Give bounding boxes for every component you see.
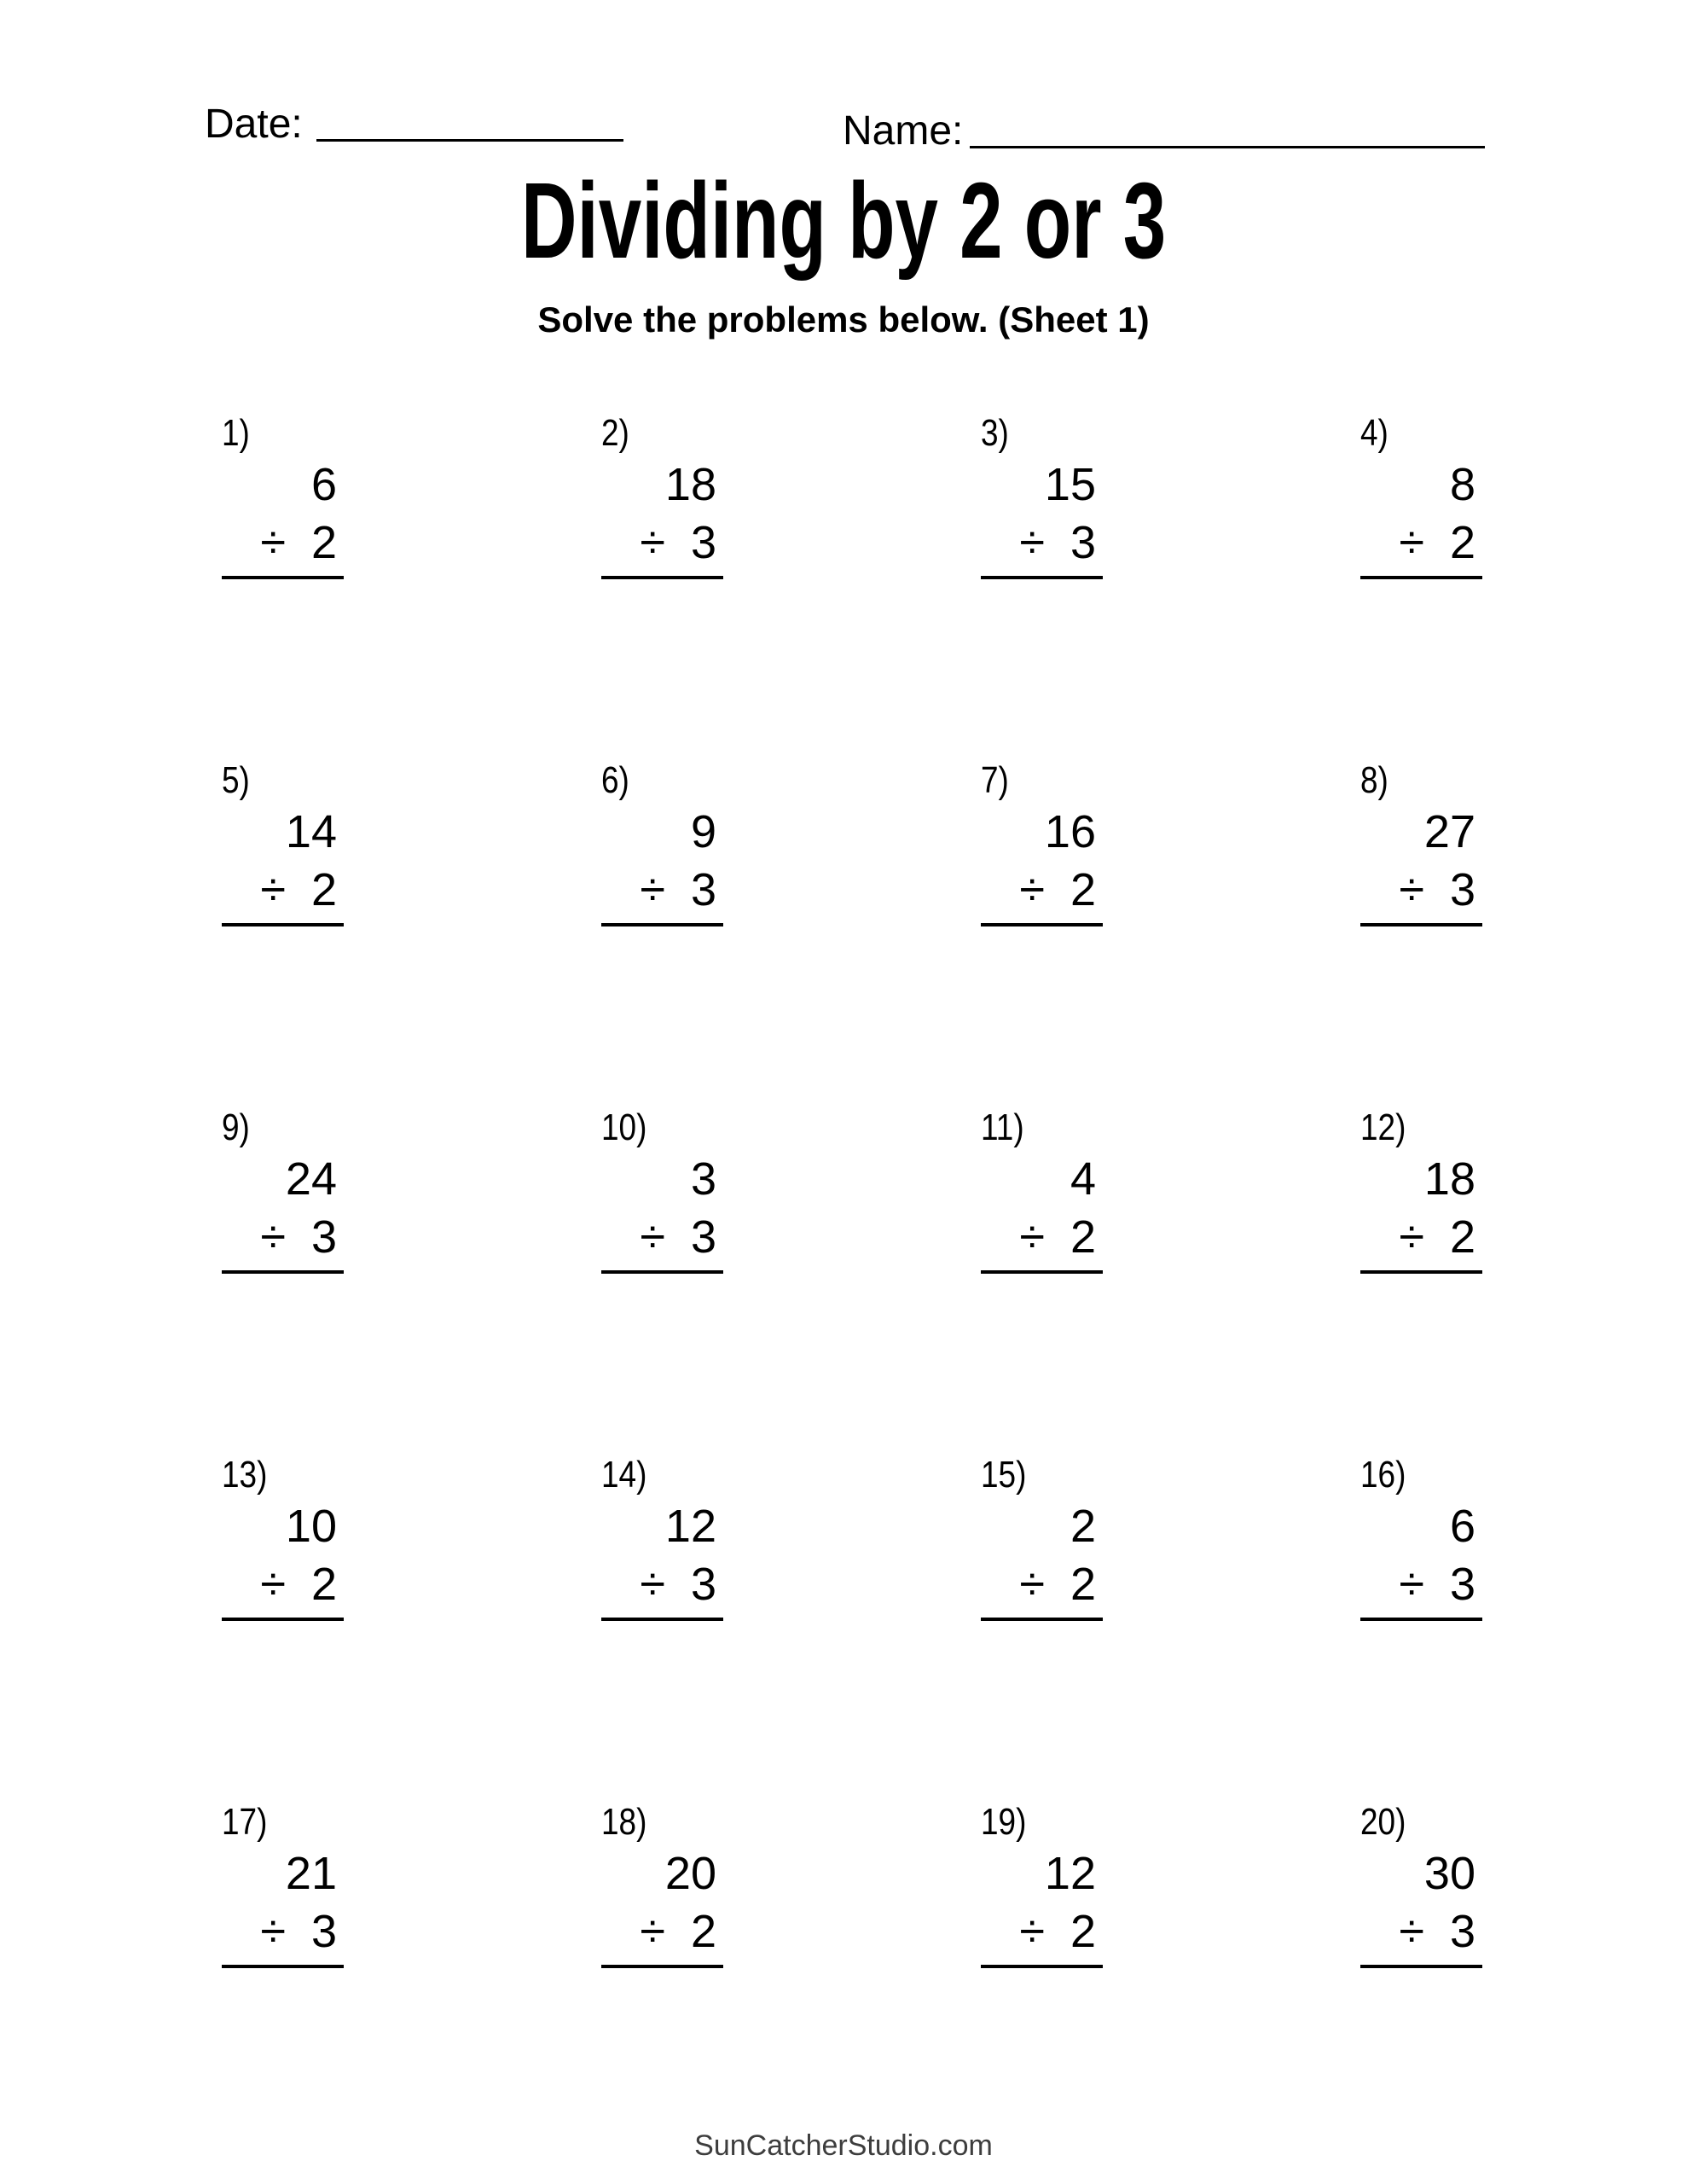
dividend: 18	[664, 459, 716, 510]
dividend: 12	[664, 1501, 716, 1552]
answer-line[interactable]	[222, 923, 344, 926]
divide-operator: ÷	[1399, 864, 1424, 915]
problem-cell	[222, 412, 344, 579]
dividend: 14	[285, 806, 337, 857]
divisor-row	[601, 1559, 723, 1610]
answer-line[interactable]	[222, 1270, 344, 1274]
divisor-row	[601, 864, 723, 915]
divide-operator: ÷	[1019, 864, 1045, 915]
divisor-row	[222, 1559, 344, 1610]
dividend: 12	[1044, 1848, 1096, 1899]
dividend: 21	[285, 1848, 337, 1899]
answer-line[interactable]	[601, 1965, 723, 1968]
problem-number: 13)	[222, 1454, 268, 1496]
problem-cell	[601, 412, 723, 579]
divisor: 2	[1449, 1211, 1475, 1263]
problem-cell	[601, 1456, 723, 1621]
answer-line[interactable]	[981, 1618, 1103, 1621]
divisor: 3	[310, 1906, 337, 1957]
divisor-row	[1360, 517, 1482, 568]
divisor-row	[601, 517, 723, 568]
date-field	[205, 104, 623, 145]
divide-operator: ÷	[640, 517, 665, 568]
dividend: 10	[285, 1501, 337, 1552]
problem-cell	[981, 412, 1103, 579]
dividend: 30	[1423, 1848, 1475, 1899]
divisor-row	[1360, 1908, 1482, 1955]
answer-line[interactable]	[601, 1270, 723, 1274]
dividend: 8	[1449, 459, 1475, 510]
problem-number: 1)	[222, 412, 250, 454]
problem-cell	[1360, 1801, 1482, 1968]
answer-line[interactable]	[981, 1965, 1103, 1968]
divisor: 2	[310, 1559, 337, 1610]
dividend: 27	[1423, 806, 1475, 857]
divisor-row	[222, 517, 344, 568]
divide-operator: ÷	[260, 517, 286, 568]
problem-cell	[1360, 1456, 1482, 1621]
dividend: 20	[664, 1848, 716, 1899]
divisor-row	[981, 1559, 1103, 1610]
problem-number: 18)	[601, 1801, 647, 1843]
title-container	[0, 160, 1687, 281]
divisor: 2	[310, 864, 337, 915]
divisor: 3	[1070, 517, 1096, 568]
divisor: 3	[690, 517, 716, 568]
name-line[interactable]	[970, 146, 1485, 148]
footer-credit: SunCatcherStudio.com	[694, 2129, 993, 2162]
divisor-row	[601, 1211, 723, 1263]
dividend: 18	[1423, 1153, 1475, 1205]
problem-cell	[601, 759, 723, 926]
problem-cell	[601, 1109, 723, 1274]
divide-operator: ÷	[640, 1559, 665, 1610]
problem-cell	[981, 1801, 1103, 1968]
dividend: 15	[1044, 459, 1096, 510]
divide-operator: ÷	[640, 1906, 665, 1957]
divisor-row	[1360, 1211, 1482, 1263]
divide-operator: ÷	[1399, 1559, 1424, 1610]
divide-operator: ÷	[1019, 517, 1045, 568]
problem-number: 7)	[981, 759, 1009, 801]
divide-operator: ÷	[260, 1211, 286, 1263]
dividend: 4	[1070, 1153, 1096, 1205]
divisor-row	[1360, 864, 1482, 915]
answer-line[interactable]	[1360, 1965, 1482, 1968]
dividend: 6	[310, 459, 337, 510]
dividend: 3	[690, 1153, 716, 1205]
problem-number: 5)	[222, 759, 250, 801]
problem-number: 12)	[1360, 1107, 1406, 1148]
divisor: 3	[690, 864, 716, 915]
divisor-row	[981, 1211, 1103, 1263]
divisor: 2	[310, 517, 337, 568]
problem-number: 9)	[222, 1107, 250, 1148]
divisor-row	[222, 1211, 344, 1263]
divide-operator: ÷	[1399, 1906, 1424, 1957]
divide-operator: ÷	[260, 1559, 286, 1610]
problem-number: 4)	[1360, 412, 1388, 454]
dividend: 9	[690, 806, 716, 857]
divisor-row	[222, 864, 344, 915]
answer-line[interactable]	[1360, 576, 1482, 579]
problem-cell	[1360, 1109, 1482, 1274]
answer-line[interactable]	[601, 923, 723, 926]
problem-number: 19)	[981, 1801, 1027, 1843]
answer-line[interactable]	[222, 1965, 344, 1968]
divisor: 2	[690, 1906, 716, 1957]
problem-number: 17)	[222, 1801, 268, 1843]
divisor: 2	[1449, 517, 1475, 568]
name-label: Name:	[843, 108, 964, 154]
problem-cell	[222, 759, 344, 926]
divisor-row	[981, 864, 1103, 915]
problems-grid	[222, 412, 1482, 1968]
divisor: 2	[1070, 1906, 1096, 1957]
problem-cell	[981, 1109, 1103, 1274]
answer-line[interactable]	[1360, 1270, 1482, 1274]
page-subtitle: Solve the problems below. (Sheet 1)	[537, 299, 1150, 340]
divisor-row	[981, 517, 1103, 568]
name-field	[843, 108, 1485, 154]
answer-line[interactable]	[981, 923, 1103, 926]
problem-number: 6)	[601, 759, 629, 801]
problem-number: 2)	[601, 412, 629, 454]
problem-number: 14)	[601, 1454, 647, 1496]
problem-cell	[981, 1456, 1103, 1621]
divisor: 2	[1070, 864, 1096, 915]
answer-line[interactable]	[601, 576, 723, 579]
answer-line[interactable]	[981, 1270, 1103, 1274]
dividend: 6	[1449, 1501, 1475, 1552]
problem-number: 15)	[981, 1454, 1027, 1496]
divisor-row	[1360, 1559, 1482, 1610]
divisor: 3	[1449, 864, 1475, 915]
problem-cell	[1360, 412, 1482, 579]
divide-operator: ÷	[1399, 1211, 1424, 1263]
problem-number: 10)	[601, 1107, 647, 1148]
divide-operator: ÷	[640, 1211, 665, 1263]
divisor-row	[981, 1908, 1103, 1955]
dividend: 16	[1044, 806, 1096, 857]
divide-operator: ÷	[260, 864, 286, 915]
divisor: 3	[1449, 1559, 1475, 1610]
problem-number: 11)	[981, 1107, 1024, 1148]
divide-operator: ÷	[1019, 1906, 1045, 1957]
page-title: Dividing by 2 or 3	[520, 160, 1167, 281]
divide-operator: ÷	[640, 864, 665, 915]
answer-line[interactable]	[1360, 1618, 1482, 1621]
problem-number: 3)	[981, 412, 1009, 454]
answer-line[interactable]	[222, 576, 344, 579]
problem-cell	[222, 1456, 344, 1621]
divisor: 2	[1070, 1559, 1096, 1610]
date-line[interactable]	[316, 139, 623, 142]
problem-number: 16)	[1360, 1454, 1406, 1496]
footer-container	[0, 2131, 1687, 2160]
problem-cell	[222, 1801, 344, 1968]
answer-line[interactable]	[222, 1618, 344, 1621]
divisor-row	[601, 1908, 723, 1955]
problem-cell	[222, 1109, 344, 1274]
problem-number: 20)	[1360, 1801, 1406, 1843]
divide-operator: ÷	[1019, 1211, 1045, 1263]
divisor: 3	[690, 1559, 716, 1610]
divisor: 2	[1070, 1211, 1096, 1263]
problem-cell	[981, 759, 1103, 926]
answer-line[interactable]	[981, 576, 1103, 579]
problem-cell	[601, 1801, 723, 1968]
divisor: 3	[1449, 1906, 1475, 1957]
problem-number: 8)	[1360, 759, 1388, 801]
divisor: 3	[310, 1211, 337, 1263]
answer-line[interactable]	[601, 1618, 723, 1621]
date-label: Date:	[205, 102, 303, 147]
divide-operator: ÷	[260, 1906, 286, 1957]
dividend: 2	[1070, 1501, 1096, 1552]
problem-cell	[1360, 759, 1482, 926]
divisor-row	[222, 1908, 344, 1955]
divisor: 3	[690, 1211, 716, 1263]
answer-line[interactable]	[1360, 923, 1482, 926]
subtitle-container	[0, 299, 1687, 340]
divide-operator: ÷	[1019, 1559, 1045, 1610]
dividend: 24	[285, 1153, 337, 1205]
divide-operator: ÷	[1399, 517, 1424, 568]
